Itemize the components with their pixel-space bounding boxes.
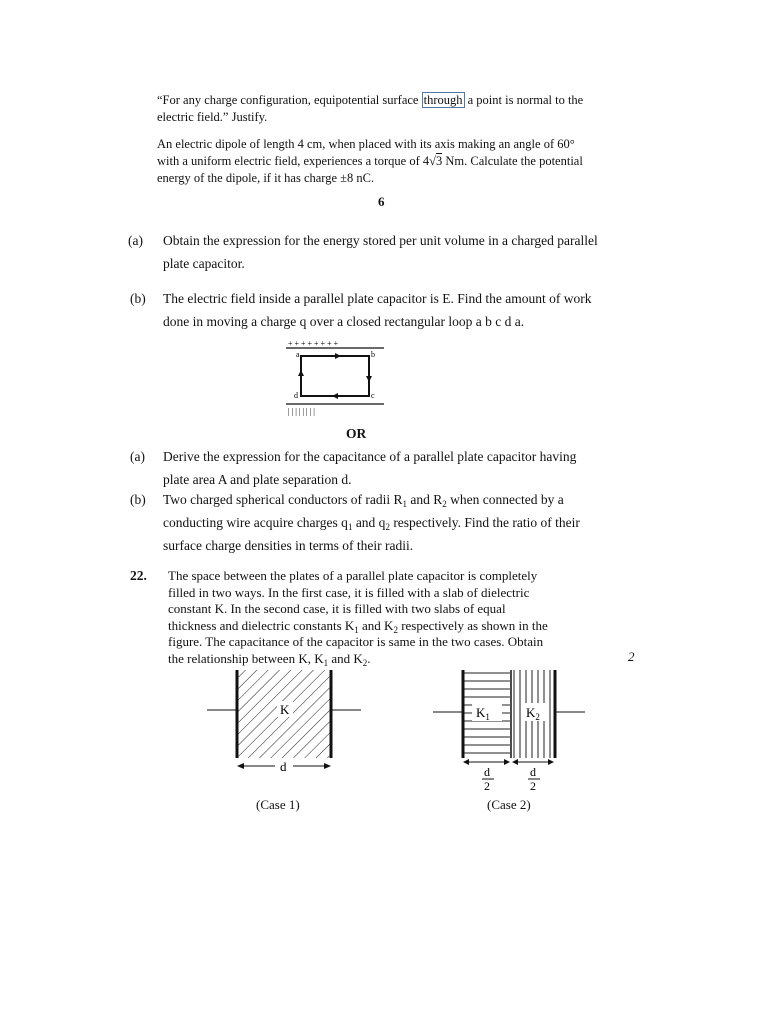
rectangular-loop: [301, 356, 369, 396]
part-b-spheres-label: (b): [130, 492, 146, 507]
case1-width-label: d: [280, 759, 287, 774]
dipole-line-1: An electric dipole of length 4 cm, when placed with its axis making an angle of 60°: [157, 137, 575, 151]
corner-d: d: [294, 391, 298, 400]
or-separator: OR: [346, 426, 367, 441]
part-a-energy-text: Obtain the expression for the energy stored per unit volume in a charged parallel plate capacitor.: [163, 233, 598, 271]
arrow-ab-icon: [335, 353, 341, 359]
sqrt-sign: √: [429, 154, 436, 168]
half-d-left-num: d: [484, 765, 490, 779]
part-b-spheres-text: Two charged spherical conductors of radii $R_1$ and $R_2$ when connected by a conducting wire acquire charges $q_1$ and $q_2$ respectively. Find the ratio of their surface charge densities in terms of their radii.: [163, 492, 580, 553]
equipotential-line-2: electric field.” Justify.: [157, 110, 268, 124]
k2-label: $K_2$: [526, 705, 540, 722]
case1-caption: (Case 1): [256, 797, 300, 812]
arrow-left-icon: [237, 763, 244, 769]
corner-c: c: [371, 391, 375, 400]
question-22-marks: 2: [628, 649, 635, 664]
minus-charges: | | | | | | | |: [288, 407, 315, 416]
k1-label: $K_1$: [476, 705, 490, 722]
half-d-right-den: 2: [530, 779, 536, 793]
part-a-capacitance-text: Derive the expression for the capacitance of a parallel plate capacitor having plate area A and plate separation d.: [163, 449, 577, 487]
corner-b: b: [371, 350, 375, 359]
case1-figure: [205, 665, 365, 780]
arrow-right-icon: [324, 763, 331, 769]
case2-figure: [430, 665, 590, 795]
corner-a: a: [296, 350, 300, 359]
question-22-number: 22.: [130, 568, 147, 583]
dipole-line-2: with a uniform electric field, experiences a torque of 4√3 Nm. Calculate the potential: [157, 154, 583, 168]
part-b-work-label: (b): [130, 291, 146, 306]
half-d-left-den: 2: [484, 779, 490, 793]
marks-6: 6: [378, 194, 385, 209]
case1-k-label: K: [280, 702, 290, 717]
part-a-energy-label: (a): [128, 233, 143, 248]
question-22-text: The space between the plates of a parallel plate capacitor is completely filled in two ways. In the first case, it is filled with a slab of dielectric constant K. In the second case, it is filled with two slabs of equal thickness and dielectric constants $K_1$ and $K_2$ respectively as shown in the figure. The capacitance of the capacitor is same in the two cases. Obtain the relationship between K, $K_1$ and $K_2$.: [168, 568, 548, 668]
loop-figure: [280, 338, 390, 416]
part-a-capacitance-label: (a): [130, 449, 145, 464]
dipole-line-3: energy of the dipole, if it has charge ±8 nC.: [157, 171, 375, 185]
question-equipotential: [157, 92, 637, 126]
question-dipole: [157, 136, 637, 187]
arrow-bc-icon: [366, 376, 372, 382]
highlighted-word: through: [423, 93, 463, 107]
plus-charges: + + + + + + + +: [288, 339, 339, 348]
half-d-right-num: d: [530, 765, 536, 779]
part-b-work-text: The electric field inside a parallel plate capacitor is E. Find the amount of work done in moving a charge q over a closed rectangular loop a b c d a.: [163, 291, 592, 329]
equipotential-line-1: “For any charge configuration, equipotential surface through a point is normal to the: [157, 93, 584, 107]
case2-caption: (Case 2): [487, 797, 531, 812]
arrow-da-icon: [298, 370, 304, 376]
arrow-cd-icon: [332, 393, 338, 399]
